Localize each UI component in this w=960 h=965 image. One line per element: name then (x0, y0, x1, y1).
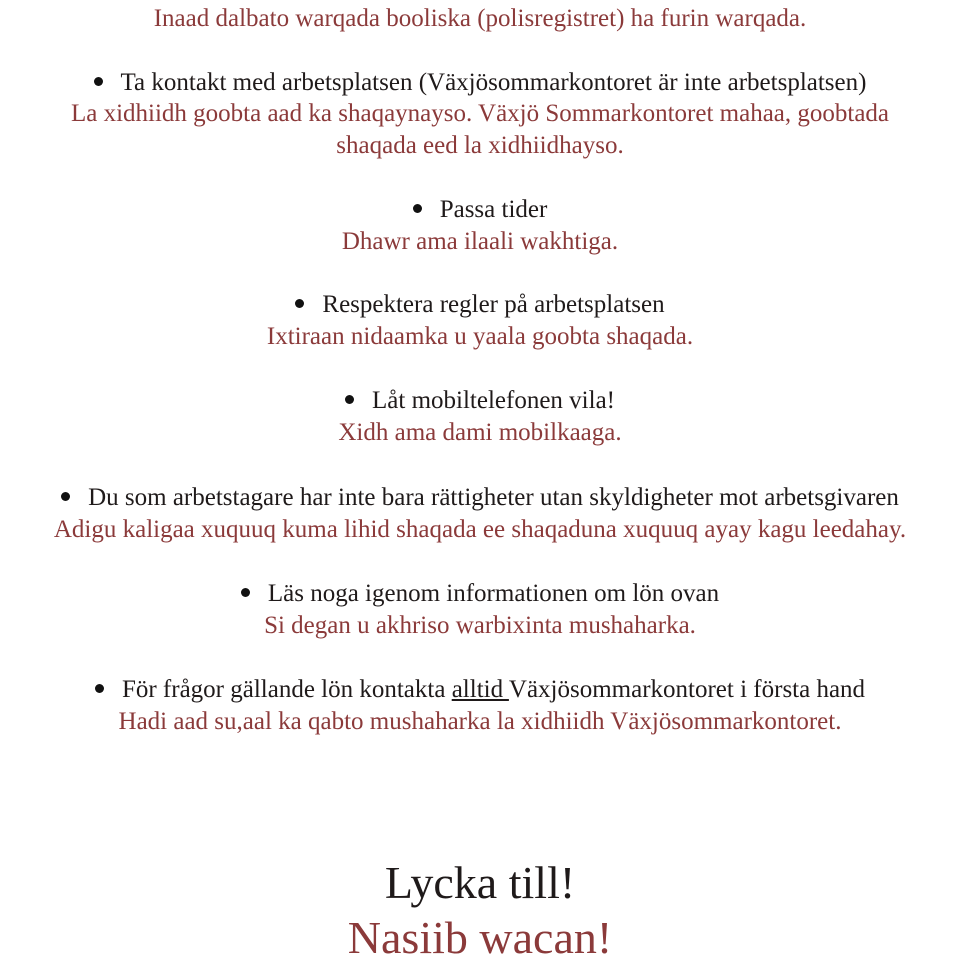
line-text: Respektera regler på arbetsplatsen (322, 291, 665, 318)
closing-somali: Nasiib wacan! (347, 912, 613, 963)
bullet-icon (295, 299, 304, 308)
line-text: Passa tider (439, 196, 548, 223)
somali-line-mobile (0, 420, 960, 445)
line-text: shaqada eed la xidhiidhayso. (336, 132, 624, 159)
line-text: Adigu kaligaa xuquuq kuma lihid shaqada ee shaqaduna xuquuq ayay kagu leedahay. (53, 516, 907, 543)
line-text: Si degan u akhriso warbixinta mushaharka. (264, 612, 696, 639)
somali-line-salary-info (0, 613, 960, 638)
bullet-icon (95, 684, 104, 693)
line-text: Du som arbetstagare har inte bara rättigheter utan skyldigheter mot arbetsgivaren (88, 484, 899, 511)
swedish-line-times (0, 197, 960, 222)
line-text: För frågor gällande lön kontakta (121, 676, 452, 703)
somali-line-rules (0, 324, 960, 349)
swedish-line-salary-info (0, 581, 960, 606)
closing-swedish: Lycka till! (384, 857, 576, 908)
swedish-line-mobile (0, 388, 960, 413)
bullet-icon (241, 588, 250, 597)
swedish-line-salary-questions (0, 677, 960, 702)
line-text: Läs noga igenom informationen om lön ovan (267, 580, 720, 607)
bullet-icon (94, 77, 103, 86)
swedish-line-obligations (0, 485, 960, 510)
swedish-line-rules (0, 292, 960, 317)
line-text: Växjösommarkontoret i första hand (508, 676, 866, 703)
somali-line-contact-workplace-a (0, 101, 960, 126)
line-text: Ixtiraan nidaamka u yaala goobta shaqada. (266, 323, 694, 350)
line-text: Låt mobiltelefonen vila! (372, 387, 615, 414)
line-text: La xidhiidh goobta aad ka shaqaynayso. Växjö Sommarkontoret mahaa, goobtada (70, 100, 890, 127)
line-text: Hadi aad su,aal ka qabto mushaharka la xidhiidh Växjösommarkontoret. (118, 708, 842, 735)
line-text: Xidh ama dami mobilkaaga. (338, 419, 622, 446)
somali-line-times (0, 229, 960, 254)
line-text: Ta kontakt med arbetsplatsen (Växjösommarkontoret är inte arbetsplatsen) (120, 69, 867, 96)
bullet-icon (345, 395, 354, 404)
somali-line-contact-workplace-b (0, 133, 960, 158)
underlined-word: alltid (451, 676, 509, 703)
bullet-icon (61, 492, 70, 501)
line-text: Inaad dalbato warqada booliska (polisregistret) ha furin warqada. (153, 5, 807, 32)
somali-line-police-record (0, 6, 960, 31)
bullet-icon (413, 204, 422, 213)
line-text: Dhawr ama ilaali wakhtiga. (341, 228, 619, 255)
swedish-line-contact-workplace (0, 70, 960, 95)
somali-line-obligations (0, 517, 960, 542)
somali-line-salary-questions (0, 709, 960, 734)
